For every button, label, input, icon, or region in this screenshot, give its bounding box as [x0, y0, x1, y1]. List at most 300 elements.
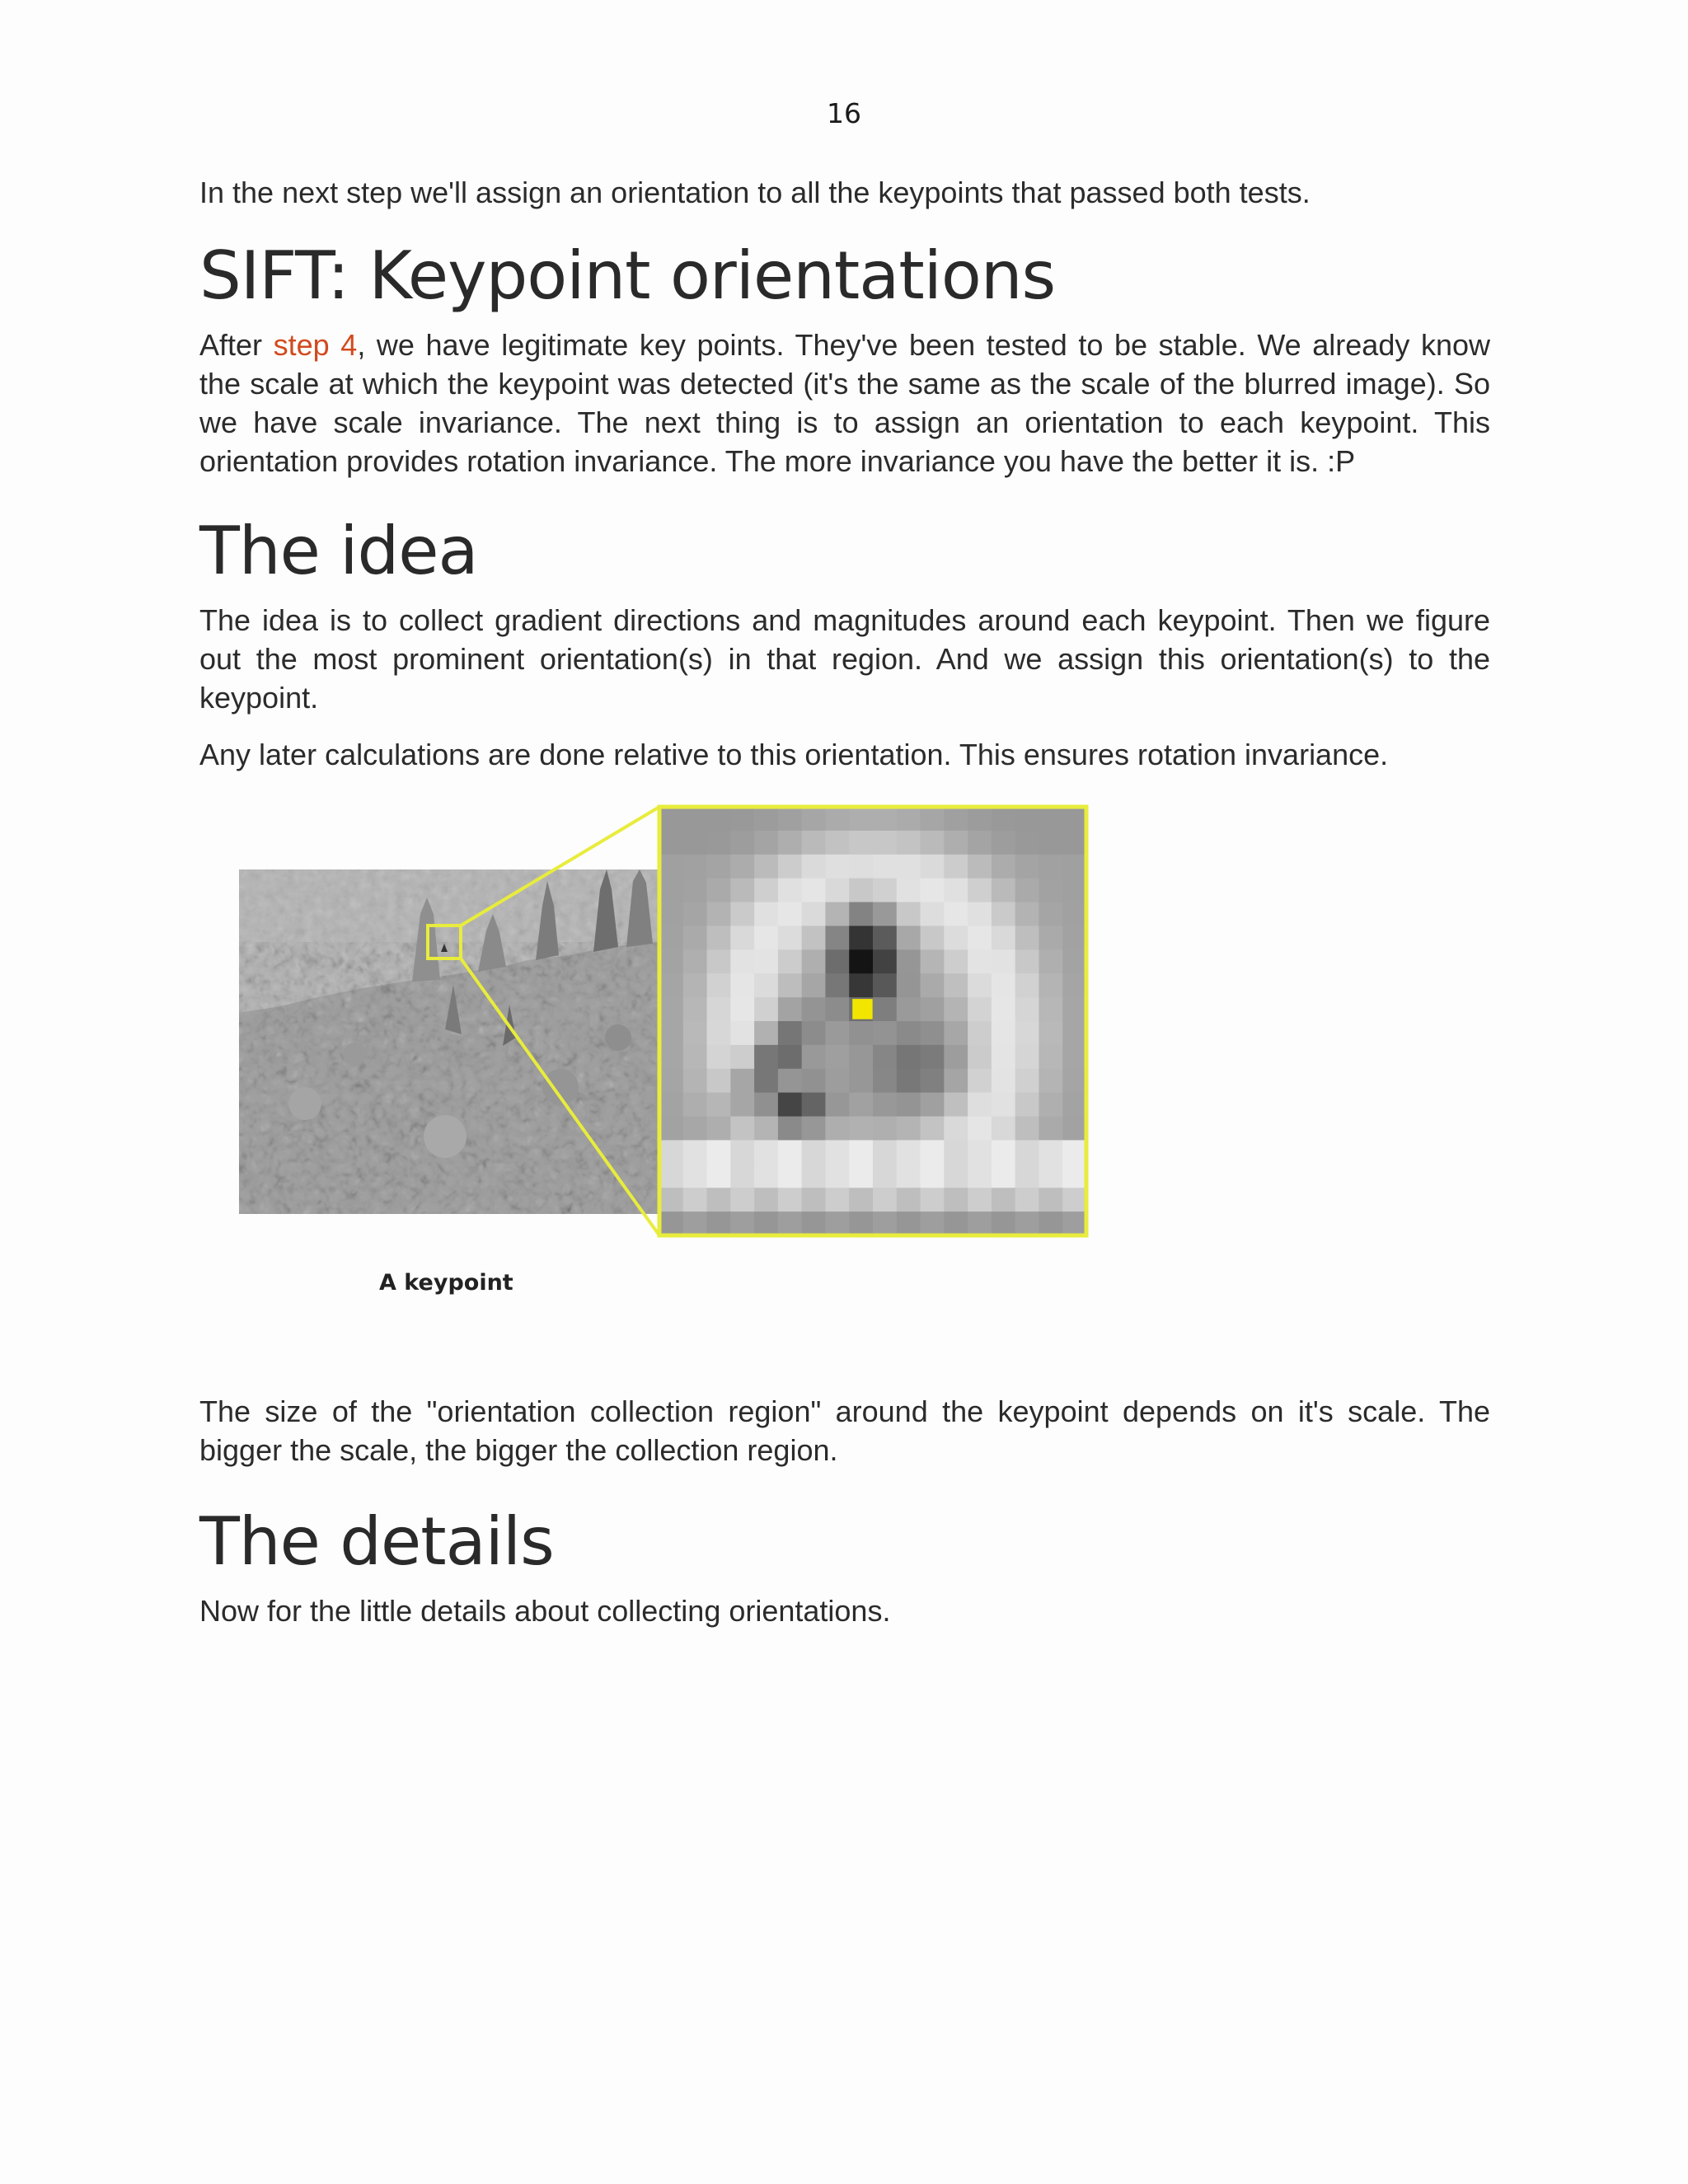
zoom-pixel: [849, 879, 873, 902]
zoom-pixel: [825, 1212, 849, 1235]
zoom-pixel: [849, 831, 873, 855]
zoom-pixel: [1039, 949, 1062, 973]
zoom-pixel: [730, 807, 754, 831]
zoom-pixel: [897, 902, 921, 926]
zoom-pixel: [730, 1212, 754, 1235]
zoom-pixel: [849, 1093, 873, 1117]
zoom-pixel: [921, 807, 945, 831]
zoom-pixel: [754, 1093, 778, 1117]
zoom-pixel: [825, 1140, 849, 1164]
zoom-pixel: [825, 1164, 849, 1188]
zoom-pixel: [944, 1069, 968, 1093]
zoom-pixel: [944, 879, 968, 902]
zoom-pixel: [1062, 1188, 1086, 1212]
zoom-pixel: [897, 973, 921, 997]
zoom-pixel: [897, 831, 921, 855]
zoom-pixel: [921, 1021, 945, 1045]
zoom-pixel: [968, 1069, 992, 1093]
zoom-pixel: [921, 855, 945, 879]
intro-paragraph: In the next step we'll assign an orientation to all the keypoints that passed both tests.: [199, 176, 1311, 209]
zoom-pixel: [802, 855, 826, 879]
zoom-pixel: [849, 855, 873, 879]
zoom-pixel: [992, 1021, 1015, 1045]
zoom-pixel: [825, 926, 849, 949]
zoom-pixel: [730, 1164, 754, 1188]
zoom-pixel: [825, 1045, 849, 1069]
zoom-pixel: [992, 973, 1015, 997]
zoom-pixel: [754, 855, 778, 879]
page-content: [199, 173, 1490, 1630]
zoom-pixel: [992, 926, 1015, 949]
zoom-pixel: [707, 1093, 731, 1117]
zoom-pixel: [1039, 973, 1062, 997]
zoom-pixel: [730, 973, 754, 997]
zoom-pixel: [897, 1188, 921, 1212]
zoom-pixel: [1062, 926, 1086, 949]
zoom-pixel: [873, 807, 897, 831]
zoom-pixel: [754, 879, 778, 902]
page-number: 16: [827, 97, 861, 129]
zoom-pixel: [802, 997, 826, 1021]
zoom-pixel: [707, 902, 731, 926]
zoom-pixel: [802, 926, 826, 949]
zoom-pixel: [778, 1045, 802, 1069]
zoom-pixel: [1015, 1093, 1039, 1117]
zoom-pixel: [897, 879, 921, 902]
zoom-pixel: [778, 1117, 802, 1141]
zoom-pixel: [802, 902, 826, 926]
zoom-pixel: [683, 949, 707, 973]
zoom-pixel: [659, 1069, 683, 1093]
zoom-pixel: [683, 855, 707, 879]
zoom-pixel: [802, 879, 826, 902]
zoom-pixel: [921, 831, 945, 855]
zoom-pixel: [1039, 1093, 1062, 1117]
zoom-pixel: [897, 926, 921, 949]
zoom-pixel: [754, 902, 778, 926]
zoom-pixel: [1015, 1164, 1039, 1188]
zoom-pixel: [921, 879, 945, 902]
zoom-pixel: [944, 1212, 968, 1235]
zoom-pixel: [659, 1021, 683, 1045]
zoom-pixel: [659, 831, 683, 855]
zoom-pixel: [921, 1093, 945, 1117]
zoom-pixel: [1039, 855, 1062, 879]
zoom-pixel: [730, 1140, 754, 1164]
zoom-pixel: [1062, 807, 1086, 831]
idea-paragraph-2: Any later calculations are done relative to this orientation. This ensures rotation invariance.: [199, 738, 1389, 771]
zoom-pixel: [730, 1117, 754, 1141]
idea-paragraph-1: The idea is to collect gradient directions and magnitudes around each keypoint. Then we figure out the most prominent orientation(s) in that region. And we assign this orientation(s) to the keypoint.: [199, 603, 1490, 715]
zoom-pixel: [659, 855, 683, 879]
zoom-pixel: [707, 949, 731, 973]
zoom-pixel: [968, 997, 992, 1021]
zoom-pixel: [1015, 1140, 1039, 1164]
zoom-pixel: [802, 1140, 826, 1164]
zoom-pixel: [921, 1140, 945, 1164]
zoom-pixel: [1062, 997, 1086, 1021]
zoom-pixel: [778, 1140, 802, 1164]
zoom-pixel: [730, 831, 754, 855]
zoom-pixel: [825, 1117, 849, 1141]
zoom-pixel: [707, 1069, 731, 1093]
zoom-pixel: [683, 1069, 707, 1093]
zoom-pixel: [683, 1188, 707, 1212]
zoom-pixel: [754, 926, 778, 949]
zoom-pixel: [873, 831, 897, 855]
zoom-pixel: [992, 997, 1015, 1021]
zoom-pixel: [659, 902, 683, 926]
keypoint-figure-graphic: [231, 790, 1170, 1351]
zoom-pixel: [849, 1045, 873, 1069]
orientation-paragraph: [199, 326, 1490, 480]
zoom-pixel: [849, 949, 873, 973]
zoom-pixel: [802, 807, 826, 831]
text-before-link: After: [199, 328, 274, 362]
zoom-pixel: [754, 1117, 778, 1141]
zoom-pixel: [730, 1188, 754, 1212]
zoom-pixel: [968, 949, 992, 973]
zoom-pixel: [1039, 1117, 1062, 1141]
zoom-pixel: [873, 1117, 897, 1141]
zoom-pixel: [707, 1117, 731, 1141]
zoom-pixel: [897, 1021, 921, 1045]
zoom-pixel: [730, 1021, 754, 1045]
zoom-pixel: [944, 807, 968, 831]
zoom-pixel: [778, 973, 802, 997]
zoom-pixel: [944, 1140, 968, 1164]
zoom-pixel: [1015, 926, 1039, 949]
zoom-pixel: [778, 1188, 802, 1212]
zoom-pixel: [968, 1045, 992, 1069]
zoom-pixel: [944, 926, 968, 949]
zoom-pixel: [1039, 807, 1062, 831]
zoom-pixel: [992, 831, 1015, 855]
zoom-pixel: [778, 1212, 802, 1235]
zoom-pixel: [707, 973, 731, 997]
zoom-pixel: [1015, 807, 1039, 831]
zoom-pixel: [873, 902, 897, 926]
heading-the-details: The details: [199, 1503, 554, 1580]
zoom-pixel: [659, 949, 683, 973]
zoom-pixel: [1062, 949, 1086, 973]
zoom-pixel: [897, 1045, 921, 1069]
zoom-pixel: [944, 949, 968, 973]
zoom-pixel: [873, 1045, 897, 1069]
zoom-pixel: [683, 1140, 707, 1164]
zoom-pixel: [897, 807, 921, 831]
zoom-pixel: [825, 997, 849, 1021]
zoom-pixel: [849, 807, 873, 831]
zoom-pixel: [754, 1069, 778, 1093]
zoom-pixel: [921, 997, 945, 1021]
text-after-link: , we have legitimate key points. They've been tested to be stable. We already know the scale at which the keypoint was detected (it's the same as the scale of the blurred image). So we have scale invariance. The next thing is to assign an orientation to each keypoint. This orientation provides rotation invariance. The more invariance you have the better it is. :P: [199, 328, 1490, 478]
zoom-pixel: [659, 997, 683, 1021]
zoom-pixel: [683, 926, 707, 949]
zoom-pixel: [825, 831, 849, 855]
zoom-pixel: [778, 926, 802, 949]
zoom-pixel: [873, 1069, 897, 1093]
zoom-pixel: [968, 1188, 992, 1212]
zoom-pixel: [1015, 1069, 1039, 1093]
heading-the-idea: The idea: [199, 513, 478, 589]
zoom-pixel: [730, 879, 754, 902]
zoom-pixel: [968, 1117, 992, 1141]
zoom-pixel: [1015, 1212, 1039, 1235]
zoom-pixel: [730, 902, 754, 926]
zoom-pixel: [802, 1069, 826, 1093]
zoom-pixel: [849, 1021, 873, 1045]
zoom-pixel: [1015, 949, 1039, 973]
zoom-pixel: [730, 997, 754, 1021]
zoom-pixel: [968, 831, 992, 855]
step-4-link[interactable]: step 4: [273, 328, 358, 362]
zoom-pixel: [873, 855, 897, 879]
zoom-pixel: [921, 1069, 945, 1093]
zoom-pixel: [825, 973, 849, 997]
zoom-pixel: [1062, 902, 1086, 926]
zoom-pixel: [992, 1212, 1015, 1235]
zoom-pixel: [707, 1021, 731, 1045]
zoom-pixel: [825, 1021, 849, 1045]
zoom-pixel: [707, 1164, 731, 1188]
zoom-pixel: [849, 1140, 873, 1164]
zoom-pixel: [1062, 1069, 1086, 1093]
zoom-pixel: [944, 997, 968, 1021]
zoom-pixel: [849, 1117, 873, 1141]
zoom-pixel: [968, 902, 992, 926]
zoom-pixel: [1039, 831, 1062, 855]
zoom-pixel: [873, 1188, 897, 1212]
zoom-pixel: [992, 1164, 1015, 1188]
zoom-pixel: [873, 879, 897, 902]
zoom-pixel: [754, 1021, 778, 1045]
zoom-pixel: [1039, 1188, 1062, 1212]
zoom-pixel: [1039, 926, 1062, 949]
zoom-pixel: [825, 1069, 849, 1093]
zoom-pixel: [659, 1117, 683, 1141]
zoom-pixel: [1062, 855, 1086, 879]
zoom-pixel: [849, 1188, 873, 1212]
zoom-pixel: [707, 879, 731, 902]
zoom-pixel: [968, 973, 992, 997]
zoom-pixel: [897, 1212, 921, 1235]
zoom-pixel: [778, 1021, 802, 1045]
zoom-pixel: [1062, 973, 1086, 997]
zoom-pixel: [683, 973, 707, 997]
zoom-pixel: [944, 1164, 968, 1188]
zoom-pixel: [968, 1140, 992, 1164]
zoom-pixel: [802, 1188, 826, 1212]
zoom-pixel: [683, 1164, 707, 1188]
zoom-pixel: [1039, 1140, 1062, 1164]
zoom-pixel: [754, 1045, 778, 1069]
zoom-pixel: [707, 831, 731, 855]
zoom-pixel: [1062, 1021, 1086, 1045]
zoom-pixel: [730, 1069, 754, 1093]
zoom-pixel: [992, 879, 1015, 902]
zoom-pixel: [659, 1188, 683, 1212]
zoom-pixel: [897, 1093, 921, 1117]
zoom-pixel: [897, 949, 921, 973]
zoom-pixel: [992, 949, 1015, 973]
zoom-pixel: [1062, 1117, 1086, 1141]
zoom-pixel: [968, 926, 992, 949]
zoom-pixel: [921, 1117, 945, 1141]
zoom-pixel: [1039, 1164, 1062, 1188]
zoom-pixel: [992, 1140, 1015, 1164]
zoom-pixel: [778, 831, 802, 855]
zoom-pixel: [1015, 1045, 1039, 1069]
zoom-pixel: [968, 1093, 992, 1117]
zoom-pixel: [802, 973, 826, 997]
zoom-pixel: [683, 879, 707, 902]
zoom-pixel: [683, 1212, 707, 1235]
zoom-pixel: [659, 1140, 683, 1164]
zoom-pixel: [944, 1021, 968, 1045]
zoom-pixel: [683, 997, 707, 1021]
zoom-pixel: [921, 949, 945, 973]
zoom-pixel: [1015, 997, 1039, 1021]
zoom-pixel: [873, 1164, 897, 1188]
zoom-pixel: [849, 902, 873, 926]
zoom-pixel: [707, 1045, 731, 1069]
zoom-pixel: [1062, 1045, 1086, 1069]
zoom-pixel: [849, 1164, 873, 1188]
zoom-pixel: [802, 1117, 826, 1141]
zoom-pixel: [1015, 1188, 1039, 1212]
zoom-pixel: [730, 949, 754, 973]
zoom-pixel: [921, 1045, 945, 1069]
zoom-pixel: [1062, 1140, 1086, 1164]
zoom-pixel: [992, 902, 1015, 926]
zoom-pixel: [897, 1069, 921, 1093]
zoom-pixel: [825, 902, 849, 926]
zoom-pixel: [992, 855, 1015, 879]
zoom-pixel: [921, 902, 945, 926]
zoom-pixel: [1062, 1164, 1086, 1188]
zoom-pixel: [825, 949, 849, 973]
zoom-pixel: [944, 1045, 968, 1069]
keypoint-pixel: [852, 999, 872, 1019]
zoom-pixel: [659, 1045, 683, 1069]
zoom-pixel: [897, 1140, 921, 1164]
zoom-pixel: [778, 1069, 802, 1093]
zoom-pixel: [825, 1188, 849, 1212]
zoom-pixel: [944, 1188, 968, 1212]
zoom-pixel: [683, 1045, 707, 1069]
zoom-pixel: [659, 807, 683, 831]
zoom-pixel: [968, 1212, 992, 1235]
zoom-pixel: [825, 807, 849, 831]
zoom-pixel: [968, 879, 992, 902]
zoom-pixel: [992, 807, 1015, 831]
zoom-pixel: [897, 997, 921, 1021]
zoom-pixel: [1015, 831, 1039, 855]
zoom-pixel: [968, 855, 992, 879]
zoom-pixel: [659, 879, 683, 902]
zoom-pixel: [992, 1045, 1015, 1069]
zoom-pixel: [944, 831, 968, 855]
zoom-pixel: [802, 1164, 826, 1188]
zoom-pixel: [873, 973, 897, 997]
zoom-pixel: [802, 1021, 826, 1045]
zoom-pixel: [825, 1093, 849, 1117]
zoom-pixel: [921, 1164, 945, 1188]
zoom-pixel: [1039, 902, 1062, 926]
zoom-pixel: [1062, 831, 1086, 855]
zoom-pixel: [897, 1164, 921, 1188]
zoom-pixel: [1015, 855, 1039, 879]
zoom-pixel: [754, 831, 778, 855]
zoom-pixel: [873, 1212, 897, 1235]
zoom-pixel: [1015, 879, 1039, 902]
zoom-pixel: [683, 831, 707, 855]
zoom-pixel: [944, 855, 968, 879]
zoom-pixel: [921, 1212, 945, 1235]
zoom-pixel: [1062, 1093, 1086, 1117]
zoom-pixel: [659, 973, 683, 997]
zoom-pixel: [849, 1212, 873, 1235]
zoom-pixel: [921, 1188, 945, 1212]
zoom-pixel: [849, 926, 873, 949]
zoom-pixel: [707, 1188, 731, 1212]
zoom-pixel: [921, 973, 945, 997]
zoom-pixel: [825, 879, 849, 902]
zoom-pixel: [1015, 902, 1039, 926]
zoom-pixel: [659, 1093, 683, 1117]
zoom-pixel: [1062, 1212, 1086, 1235]
zoom-pixel: [683, 902, 707, 926]
zoom-pixel: [754, 1164, 778, 1188]
zoom-pixel: [754, 949, 778, 973]
zoom-pixel: [992, 1117, 1015, 1141]
zoom-pixel: [754, 1212, 778, 1235]
zoom-pixel: [730, 1093, 754, 1117]
zoom-pixel: [707, 1140, 731, 1164]
zoom-pixel: [944, 902, 968, 926]
collection-region-paragraph: The size of the "orientation collection region" around the keypoint depends on it's scale. The bigger the scale, the bigger the collection region.: [199, 1394, 1490, 1467]
zoom-pixel: [992, 1093, 1015, 1117]
figure-caption: A keypoint: [379, 1270, 513, 1296]
zoom-pixel: [921, 926, 945, 949]
zoom-pixel: [944, 973, 968, 997]
zoom-pixel: [873, 926, 897, 949]
zoom-pixel: [968, 1164, 992, 1188]
zoom-pixel: [1039, 997, 1062, 1021]
zoom-pixel: [802, 949, 826, 973]
zoom-pixel: [778, 1093, 802, 1117]
zoom-pixel: [754, 997, 778, 1021]
zoom-pixel: [1015, 1117, 1039, 1141]
zoom-pixel: [1039, 1069, 1062, 1093]
zoom-pixel: [707, 807, 731, 831]
zoom-pixel: [825, 855, 849, 879]
zoom-pixel: [778, 949, 802, 973]
zoom-pixel: [778, 997, 802, 1021]
keypoint-figure: [231, 790, 1170, 1351]
zoom-pixel: [707, 1212, 731, 1235]
heading-keypoint-orientations: SIFT: Keypoint orientations: [199, 237, 1056, 314]
zoom-pixel: [707, 926, 731, 949]
zoom-pixel: [778, 855, 802, 879]
details-paragraph: Now for the little details about collecting orientations.: [199, 1594, 891, 1628]
zoom-pixel: [707, 997, 731, 1021]
zoom-pixel: [754, 807, 778, 831]
zoom-pixel: [778, 879, 802, 902]
zoom-pixel: [1039, 1212, 1062, 1235]
zoom-pixel: [802, 1212, 826, 1235]
